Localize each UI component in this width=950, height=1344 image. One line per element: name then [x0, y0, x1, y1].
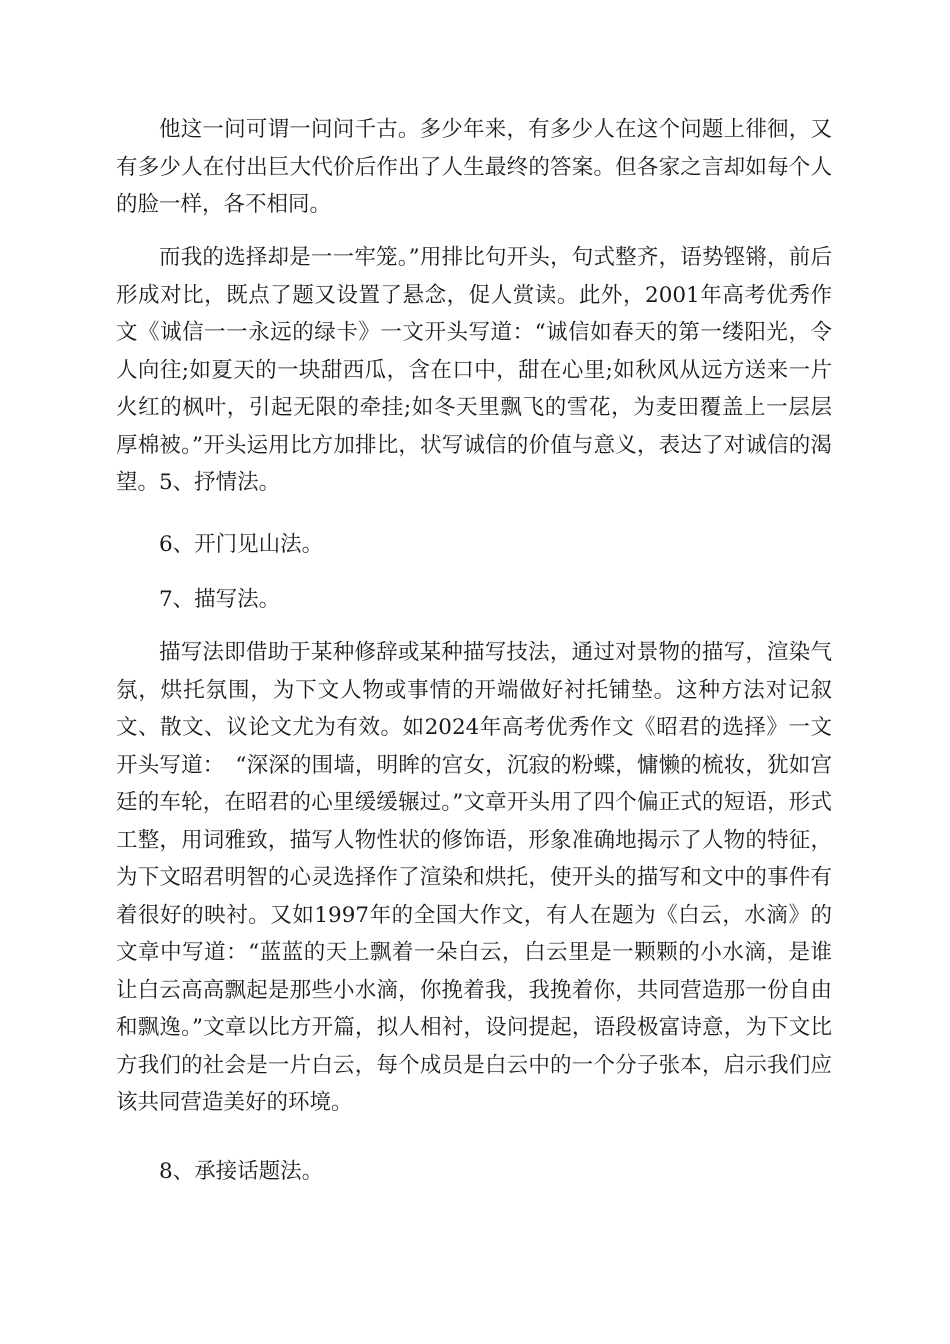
paragraph-question: 他这一问可谓一问问千古。多少年来，有多少人在这个问题上徘徊，又有多少人在付出巨大代价后作出了人生最终的答案。但各家之言却如每个人的脸一样，各不相同。 — [116, 117, 832, 217]
heading-description-method: 7、描写法。 — [159, 587, 281, 612]
heading-direct-opening: 6、开门见山法。 — [159, 532, 324, 557]
paragraph-parallelism-example: 而我的选择却是一一牢笼。”用排比句开头，句式整齐，语势铿锵，前后形成对比，既点了题又设置了悬念，促人赏读。此外，2001年高考优秀作文《诚信一一永远的绿卡》一文开头写道：“诚信如春天的第一缕阳光，令人向往;如夏天的一块甜西瓜，含在口中，甜在心里;如秋风从远方送来一片火红的枫叶，引起无限的牵挂;如冬天里飘飞的雪花，为麦田覆盖上一层层厚棉被。”开头运用比方加排比，状写诚信的价值与意义，表达了对诚信的渴望。5、抒情法。 — [116, 245, 832, 495]
paragraph-description-method: 描写法即借助于某种修辞或某种描写技法，通过对景物的描写，渲染气氛，烘托氛围，为下文人物或事情的开端做好衬托铺垫。这种方法对记叙文、散文、议论文尤为有效。如2024年高考优秀作文《昭君的选择》一文开头写道： “深深的围墙，明眸的宫女，沉寂的粉蝶，慵懒的梳妆，犹如宫廷的车轮，在昭君的心里缓缓辗过。”文章开头用了四个偏正式的短语，形式工整，用词雅致，描写人物性状的修饰语，形象准确地揭示了人物的特征，为下文昭君明智的心灵选择作了渲染和烘托，使开头的描写和文中的事件有着很好的映衬。又如1997年的全国大作文，有人在题为《白云，水滴》的文章中写道：“蓝蓝的天上飘着一朵白云，白云里是一颗颗的小水滴，是谁让白云高高飘起是那些小水滴，你挽着我，我挽着你，共同营造那一份自由和飘逸。”文章以比方开篇，拟人相衬，设问提起，语段极富诗意，为下文比方我们的社会是一片白云，每个成员是白云中的一个分子张本，启示我们应该共同营造美好的环境。 — [116, 640, 832, 1115]
heading-continuation-method: 8、承接话题法。 — [159, 1159, 324, 1184]
